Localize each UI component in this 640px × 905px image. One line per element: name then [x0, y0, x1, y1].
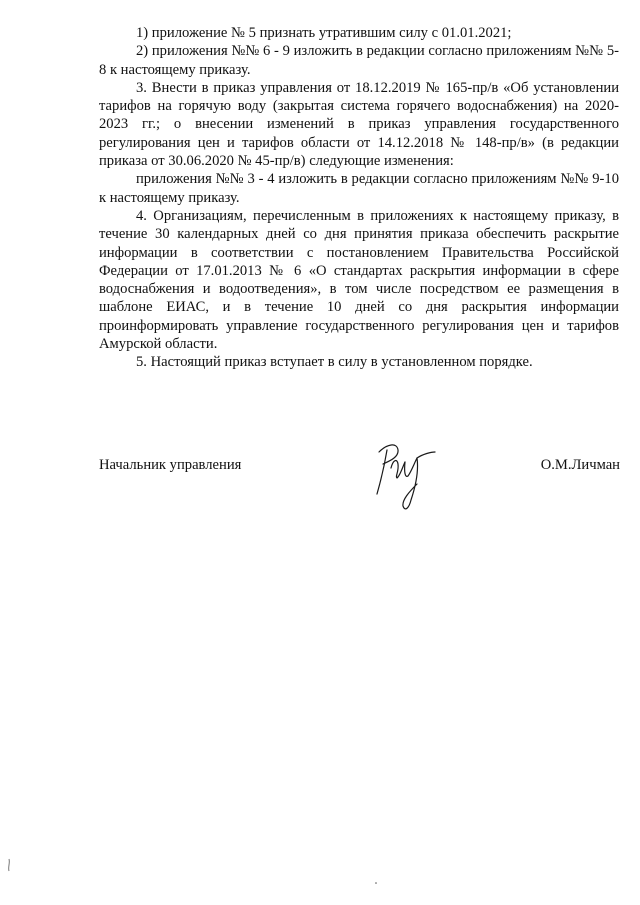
- signature-block: [99, 456, 620, 476]
- handwritten-signature: [367, 432, 439, 514]
- signatory-position: Начальник управления: [99, 457, 242, 473]
- signatory-name: О.М.Личман: [540, 457, 620, 473]
- paragraph-item-1-2: 2) приложения №№ 6 - 9 изложить в редакции согласно приложениям №№ 5-8 к настоящему приказу.: [99, 43, 619, 78]
- paragraph-item-3-change: приложения №№ 3 - 4 изложить в редакции согласно приложениям №№ 9-10 к настоящему приказу.: [99, 171, 619, 206]
- paragraph-item-5: 5. Настоящий приказ вступает в силу в установленном порядке.: [136, 354, 533, 371]
- scan-speck-bottom: [374, 881, 378, 885]
- paragraph-item-3: 3. Внести в приказ управления от 18.12.2019 № 165-пр/в «Об установлении тарифов на горячую воду (закрытая система горячего водоснабжения) на 2020-2023 гг.; о внесении изменений в приказ управления государственного регулирования цен и тарифов области от 14.12.2018 № 148-пр/в» (в редакции приказа от 30.06.2020 № 45-пр/в) следующие изменения:: [99, 79, 619, 170]
- document-body: [99, 24, 619, 372]
- paragraph-item-1-1: 1) приложение № 5 признать утратившим силу с 01.01.2021;: [136, 25, 512, 41]
- scan-speck-left: [6, 858, 12, 872]
- paragraph-item-4: 4. Организациям, перечисленным в приложениях к настоящему приказу, в течение 30 календарных дней со дня принятия приказа обеспечить раскрытие информации в соответствии с постановлением Правительства Российской Федерации от 17.01.2013 № 6 «О стандартах раскрытия информации в сфере водоснабжения и водоотведения», в том числе посредством ее размещения в шаблоне ЕИАС, и в течение 10 дней со дня раскрытия информации проинформировать управление государственного регулирования цен и тарифов Амурской области.: [99, 207, 619, 353]
